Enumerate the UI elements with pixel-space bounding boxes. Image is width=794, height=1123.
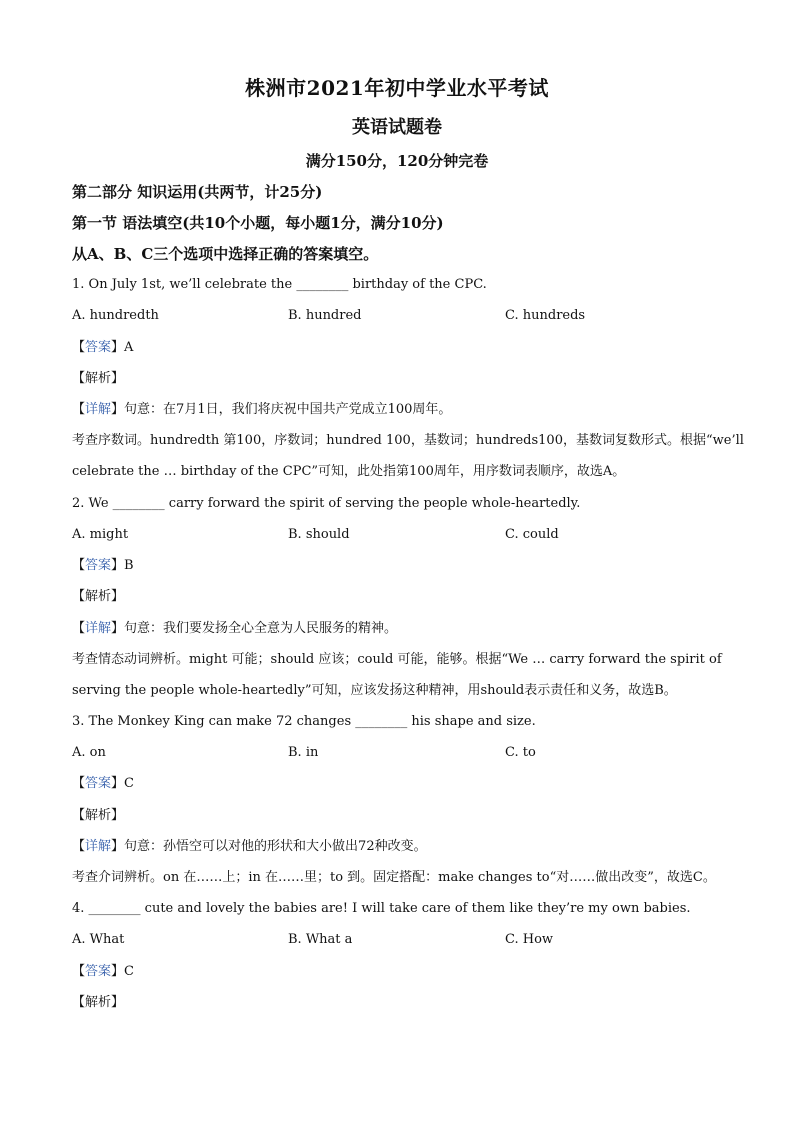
question-1-detail xyxy=(72,401,732,419)
question-3-analysis: 【解析】 xyxy=(72,808,125,823)
question-2-explain-line: serving the people whole-heartedly”可知，应该发扬这种精神，用should表示责任和义务，故选B。 xyxy=(72,683,677,698)
option-a: A. on xyxy=(72,745,106,760)
score-info: 满分150分，120分钟完卷 xyxy=(305,152,489,170)
question-3-explain-line: 考查介词辨析。on 在……上；in 在……里；to 到。固定搭配：make changes to“对……做出改变”，故选C。 xyxy=(72,870,716,885)
option-c: C. could xyxy=(505,527,559,542)
answer-label: 答案 xyxy=(85,776,112,791)
answer-label: 答案 xyxy=(85,558,112,573)
question-4-stem: 4. ________ cute and lovely the babies are! I will take care of them like they’re my own babies. xyxy=(72,901,691,916)
option-c: C. hundreds xyxy=(505,308,586,323)
answer-bracket-close: 】 xyxy=(111,776,125,791)
question-4-analysis: 【解析】 xyxy=(72,995,125,1010)
detail-label: 详解 xyxy=(85,402,112,417)
answer-bracket-open: 【 xyxy=(72,340,86,355)
answer-bracket-close: 】 xyxy=(111,340,125,355)
answer-bracket-open: 【 xyxy=(72,776,86,791)
option-c: C. How xyxy=(505,932,554,947)
detail-bracket-close: 】 xyxy=(111,839,125,854)
question-1-explain-line: 考查序数词。hundredth 第100，序数词；hundred 100，基数词；hundreds100，基数词复数形式。根据“we’ll xyxy=(72,433,744,448)
answer-bracket-open: 【 xyxy=(72,558,86,573)
question-3-detail xyxy=(72,838,732,856)
question-1-analysis: 【解析】 xyxy=(72,371,125,386)
answer-value: A xyxy=(124,340,134,355)
detail-label: 详解 xyxy=(85,621,112,636)
answer-label: 答案 xyxy=(85,964,112,979)
option-a: A. What xyxy=(72,932,125,947)
question-2-answer xyxy=(72,557,732,575)
detail-bracket-open: 【 xyxy=(72,621,86,636)
question-2-stem: 2. We ________ carry forward the spirit of serving the people whole-heartedly. xyxy=(72,496,581,511)
question-2-analysis: 【解析】 xyxy=(72,589,125,604)
option-b: B. hundred xyxy=(288,308,362,323)
option-a: A. might xyxy=(72,527,129,542)
detail-bracket-close: 】 xyxy=(111,402,125,417)
exam-title: 株洲市2021年初中学业水平考试 xyxy=(245,76,549,100)
detail-bracket-open: 【 xyxy=(72,839,86,854)
option-b: B. What a xyxy=(288,932,353,947)
answer-bracket-close: 】 xyxy=(111,558,125,573)
answer-value: B xyxy=(124,558,134,573)
detail-bracket-close: 】 xyxy=(111,621,125,636)
detail-text: 句意：在7月1日，我们将庆祝中国共产党成立100周年。 xyxy=(124,402,452,417)
question-1-answer xyxy=(72,339,732,357)
question-1-stem: 1. On July 1st, we’ll celebrate the ________ birthday of the CPC. xyxy=(72,277,487,292)
question-1-explain-line: celebrate the … birthday of the CPC”可知，此处指第100周年，用序数词表顺序，故选A。 xyxy=(72,464,626,479)
detail-label: 详解 xyxy=(85,839,112,854)
option-b: B. should xyxy=(288,527,350,542)
exam-subtitle: 英语试题卷 xyxy=(352,117,442,138)
question-3-stem: 3. The Monkey King can make 72 changes ________ his shape and size. xyxy=(72,714,536,729)
question-2-detail xyxy=(72,620,732,638)
answer-bracket-close: 】 xyxy=(111,964,125,979)
detail-text: 句意：孙悟空可以对他的形状和大小做出72种改变。 xyxy=(124,839,427,854)
option-a: A. hundredth xyxy=(72,308,159,323)
option-b: B. in xyxy=(288,745,319,760)
answer-bracket-open: 【 xyxy=(72,964,86,979)
detail-bracket-open: 【 xyxy=(72,402,86,417)
option-c: C. to xyxy=(505,745,536,760)
answer-value: C xyxy=(124,776,134,791)
question-4-answer xyxy=(72,963,732,981)
instruction-text: 从A、B、C三个选项中选择正确的答案填空。 xyxy=(72,245,379,263)
answer-value: C xyxy=(124,964,134,979)
detail-text: 句意：我们要发扬全心全意为人民服务的精神。 xyxy=(124,621,398,636)
question-3-answer xyxy=(72,775,732,793)
section-heading: 第一节 语法填空(共10个小题，每小题1分，满分10分) xyxy=(72,214,444,232)
part-heading: 第二部分 知识运用(共两节，计25分) xyxy=(72,183,323,201)
question-2-explain-line: 考查情态动词辨析。might 可能；should 应该；could 可能，能够。根据“We … carry forward the spirit of xyxy=(72,652,722,667)
answer-label: 答案 xyxy=(85,340,112,355)
